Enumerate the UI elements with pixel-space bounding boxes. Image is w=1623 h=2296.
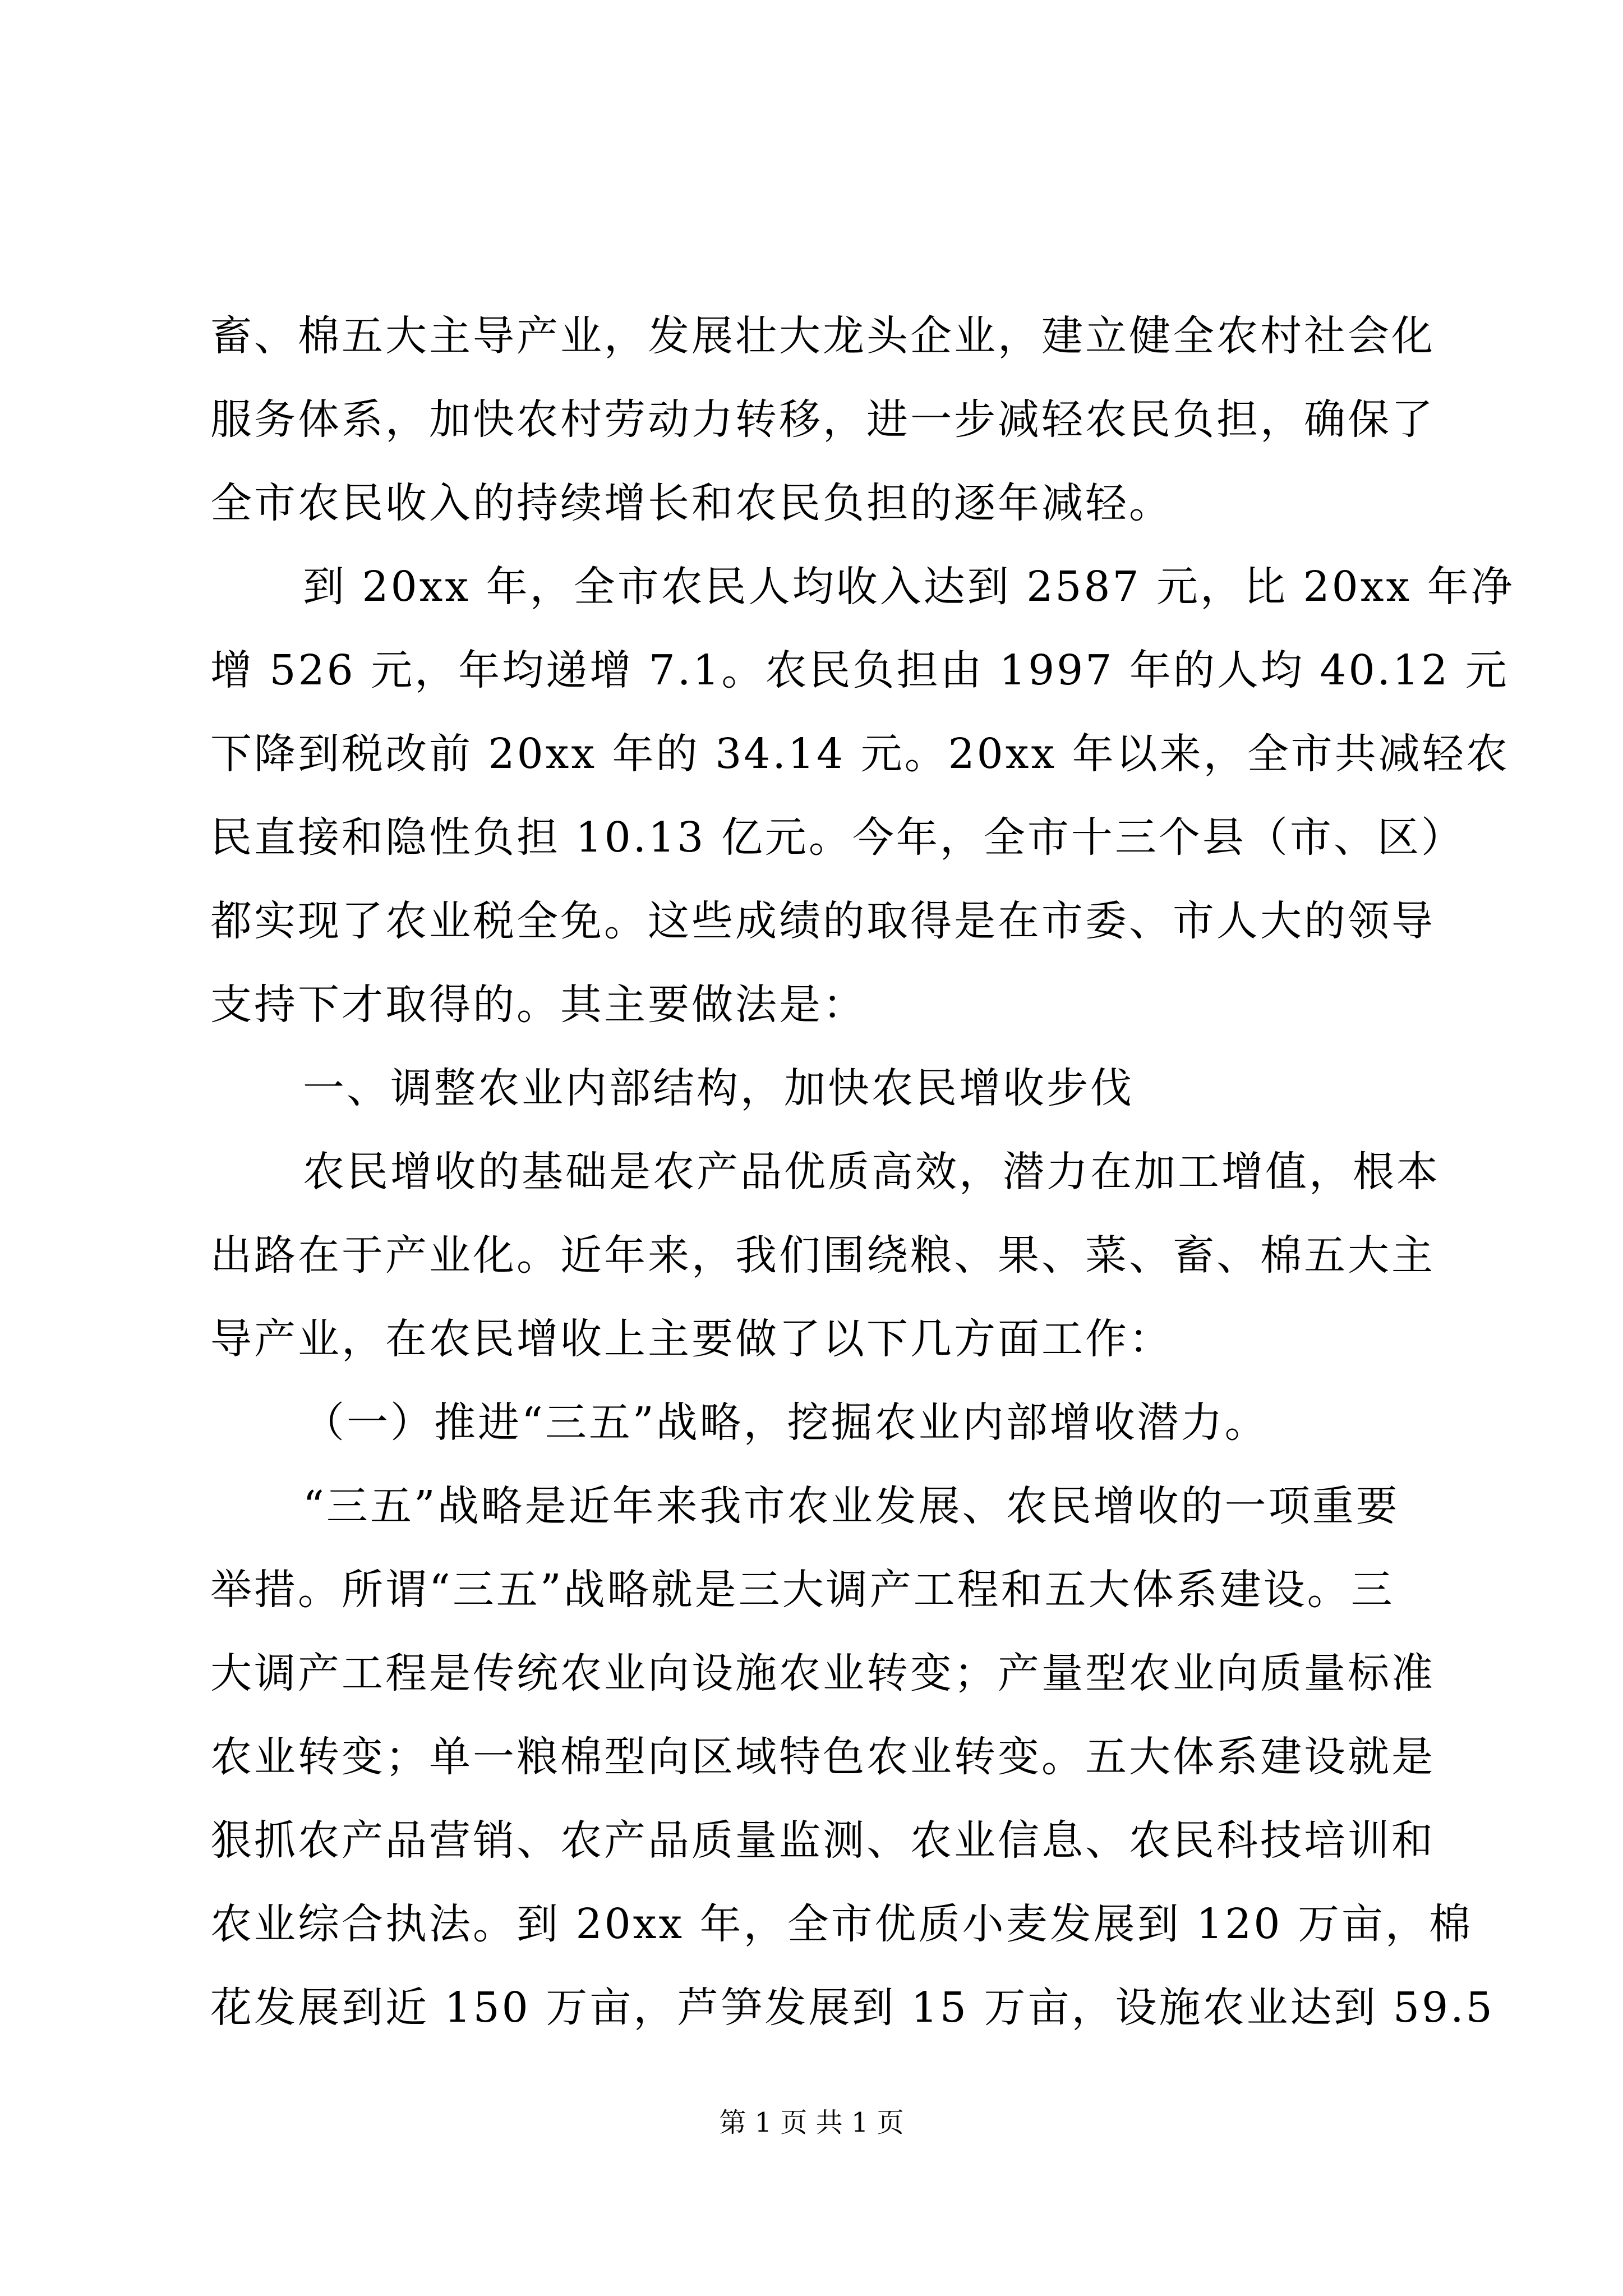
text-line: 导产业，在农民增收上主要做了以下几方面工作： — [210, 1315, 1173, 1363]
text-line: 服务体系，加快农村劳动力转移，进一步减轻农民负担，确保了 — [210, 395, 1435, 444]
text-line: 都实现了农业税全免。这些成绩的取得是在市委、市人大的领导 — [210, 897, 1435, 945]
text-line: 大调产工程是传统农业向设施农业转变；产量型农业向质量标准 — [210, 1649, 1435, 1697]
text-line: 农业综合执法。到 20xx 年，全市优质小麦发展到 120 万亩，棉 — [210, 1900, 1473, 1948]
text-line: 支持下才取得的。其主要做法是： — [210, 981, 866, 1029]
text-line: 农业转变；单一粮棉型向区域特色农业转变。五大体系建设就是 — [210, 1733, 1435, 1781]
section-heading: 一、调整农业内部结构，加快农民增收步伐 — [303, 1064, 1134, 1112]
subsection-heading: （一）推进“三五”战略，挖掘农业内部增收潜力。 — [303, 1398, 1269, 1447]
text-line: 举措。所谓“三五”战略就是三大调产工程和五大体系建设。三 — [210, 1566, 1395, 1614]
text-line: 畜、棉五大主导产业，发展壮大龙头企业，建立健全农村社会化 — [210, 312, 1435, 360]
text-line: 增 526 元，年均递增 7.1。农民负担由 1997 年的人均 40.12 元 — [210, 646, 1509, 694]
text-line: 下降到税改前 20xx 年的 34.14 元。20xx 年以来，全市共减轻农 — [210, 730, 1510, 778]
text-line: 民直接和隐性负担 10.13 亿元。今年，全市十三个县（市、区） — [210, 813, 1465, 862]
text-line: 到 20xx 年，全市农民人均收入达到 2587 元，比 20xx 年净 — [303, 563, 1515, 611]
text-line: “三五”战略是近年来我市农业发展、农民增收的一项重要 — [303, 1482, 1400, 1530]
text-line: 狠抓农产品营销、农产品质量监测、农业信息、农民科技培训和 — [210, 1816, 1435, 1865]
text-line: 农民增收的基础是农产品优质高效，潜力在加工增值，根本 — [303, 1148, 1440, 1196]
text-line: 出路在于产业化。近年来，我们围绕粮、果、菜、畜、棉五大主 — [210, 1231, 1435, 1280]
text-line: 全市农民收入的持续增长和农民负担的逐年减轻。 — [210, 479, 1173, 527]
text-line: 花发展到近 150 万亩，芦笋发展到 15 万亩，设施农业达到 59.5 — [210, 1984, 1495, 2032]
page-footer: 第 1 页 共 1 页 — [719, 2107, 904, 2138]
